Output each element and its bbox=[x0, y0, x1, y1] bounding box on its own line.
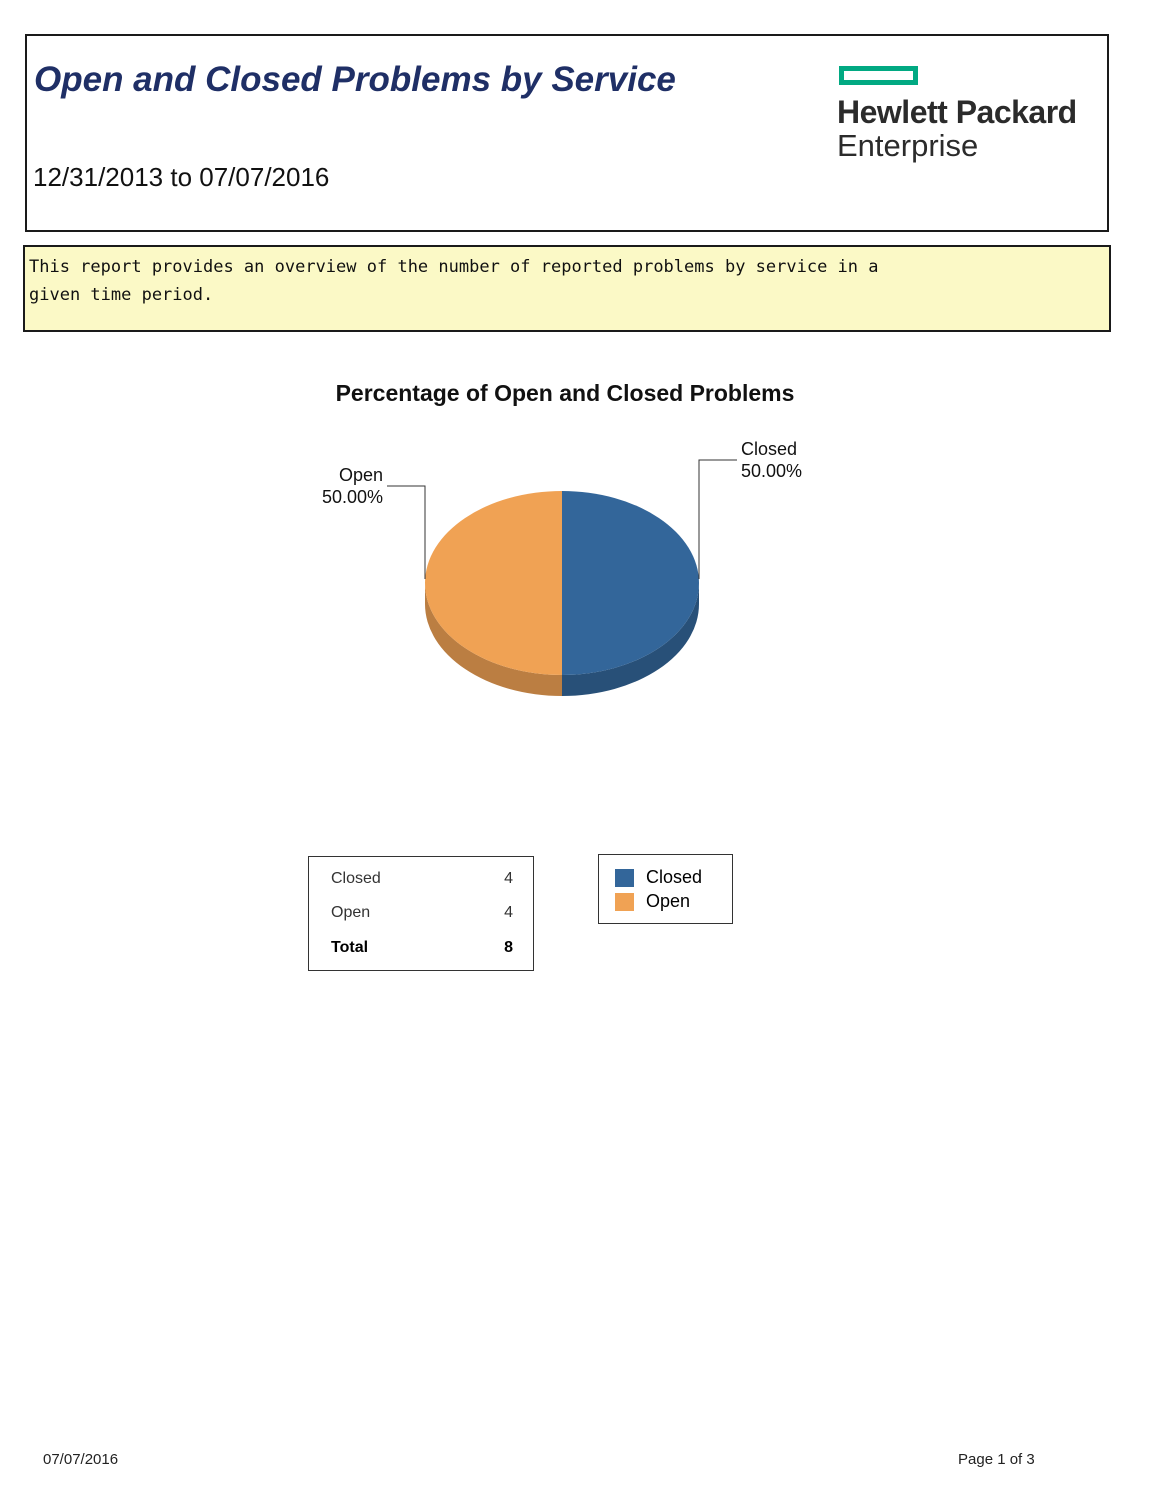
chart-title: Percentage of Open and Closed Problems bbox=[335, 380, 795, 406]
legend-label: Open bbox=[646, 891, 691, 911]
report-title: Open and Closed Problems by Service bbox=[34, 60, 676, 99]
table-row bbox=[331, 870, 513, 888]
row-value: 4 bbox=[504, 904, 513, 921]
pie-chart bbox=[0, 420, 1165, 740]
legend-swatch bbox=[615, 893, 634, 911]
slice-percent-open: 50.00% bbox=[321, 487, 383, 507]
description-box bbox=[23, 245, 1111, 332]
leader-line-closed bbox=[699, 460, 737, 579]
logo-text-line1: Hewlett Packard bbox=[837, 94, 1077, 130]
slice-label-closed: Closed bbox=[741, 439, 798, 459]
row-value: 4 bbox=[504, 870, 513, 887]
legend-label: Closed bbox=[646, 867, 703, 887]
logo-text-line2: Enterprise bbox=[837, 128, 979, 163]
leader-line-open bbox=[387, 486, 425, 579]
legend-item-open bbox=[615, 891, 690, 912]
footer-page-number: Page 1 of 3 bbox=[958, 1451, 1035, 1468]
description-text: This report provides an overview of the number of reported problems by service in a given time period. bbox=[29, 257, 879, 305]
chart-legend bbox=[598, 854, 733, 924]
legend-swatch bbox=[615, 869, 634, 887]
table-total-row bbox=[331, 939, 513, 957]
logo-rectangle-icon bbox=[839, 66, 918, 85]
total-label: Total bbox=[331, 939, 369, 956]
date-range: 12/31/2013 to 07/07/2016 bbox=[33, 162, 330, 192]
report-header bbox=[25, 34, 1109, 232]
legend-item-closed bbox=[615, 867, 702, 888]
table-row bbox=[331, 904, 513, 922]
slice-percent-closed: 50.00% bbox=[741, 461, 803, 481]
row-label: Open bbox=[331, 904, 371, 921]
footer-date: 07/07/2016 bbox=[43, 1451, 119, 1468]
row-label: Closed bbox=[331, 870, 381, 887]
total-value: 8 bbox=[504, 939, 513, 956]
slice-label-open: Open bbox=[338, 465, 383, 485]
summary-table bbox=[308, 856, 534, 971]
